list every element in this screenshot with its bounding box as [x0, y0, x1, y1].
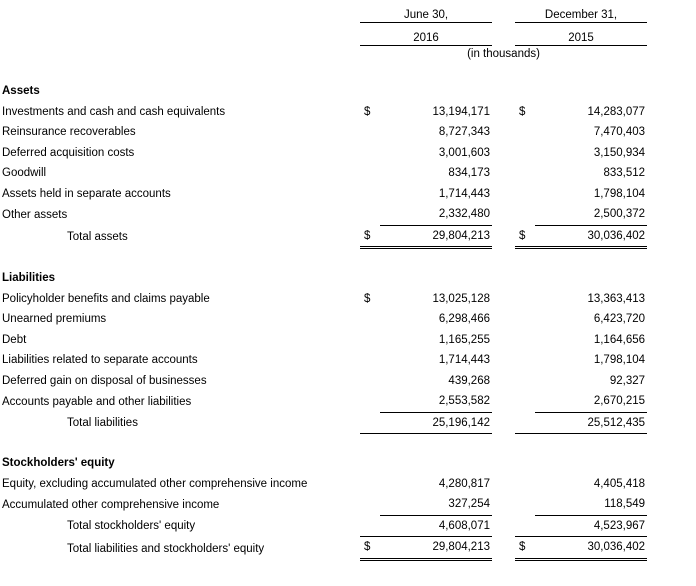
row-label: Policyholder benefits and claims payable: [2, 292, 210, 305]
total-value-col2: 4,523,967: [535, 515, 647, 537]
row-label: Goodwill: [2, 167, 47, 179]
grand-total-currency-col2: $: [515, 537, 535, 560]
header-gap-2: [492, 23, 515, 46]
row-value-col1: 2,332,480: [380, 204, 492, 225]
row-currency-col1: [360, 474, 380, 495]
table-row: [0, 309, 696, 330]
row-label: Other assets: [2, 208, 68, 221]
units-note: (in thousands): [467, 48, 540, 60]
row-value-col2: 1,798,104: [593, 187, 646, 200]
total-row-liabilities: [0, 412, 696, 434]
row-value-col2: 14,283,077: [587, 105, 646, 118]
row-value-col2: 118,549: [535, 494, 647, 515]
total-label: Total liabilities: [67, 417, 138, 429]
header-blank-label: [0, 0, 360, 23]
header-col2-date-line2: 2015: [515, 23, 647, 46]
row-label: Investments and cash and cash equivalents: [2, 105, 226, 118]
row-value-col2: 2,670,215: [535, 391, 647, 412]
row-currency-col2: [515, 371, 535, 392]
row-value-col2: 2,500,372: [535, 204, 647, 225]
header-blank-label-3: [0, 46, 360, 63]
row-currency-col2: [515, 494, 535, 515]
row-value-col1: 13,194,171: [432, 105, 490, 118]
row-currency-col2: [515, 289, 535, 310]
table-row: [0, 494, 696, 515]
header-tail-1: [647, 0, 696, 23]
row-value-col2: 13,363,413: [587, 292, 646, 305]
row-currency-col1: [360, 163, 380, 184]
row-currency-col2: $: [519, 105, 526, 118]
header-col1-date-line1: June 30,: [360, 0, 492, 23]
row-label: Deferred acquisition costs: [2, 146, 135, 159]
row-value-col2: 92,327: [609, 374, 646, 387]
section-heading-row-assets: [0, 81, 696, 102]
total-value-col1: 25,196,142: [380, 412, 492, 434]
row-currency-col1: [360, 350, 380, 371]
row-value-col2: 1,164,656: [593, 333, 646, 346]
table-row: [0, 350, 696, 371]
row-currency-col2: [515, 163, 535, 184]
header-tail-3: [647, 46, 696, 63]
table-row: [0, 163, 696, 184]
row-currency-col1: [360, 371, 380, 392]
row-value-col1: 834,173: [448, 167, 490, 179]
total-value-col1: 4,608,071: [380, 515, 492, 537]
row-value-col2: 7,470,403: [593, 126, 646, 138]
row-value-col2: 4,405,418: [593, 477, 646, 490]
grand-total-row: [0, 537, 696, 560]
row-value-col2: 1,798,104: [593, 354, 646, 366]
row-currency-col2: [515, 391, 535, 412]
row-value-col2: 6,423,720: [593, 313, 646, 325]
row-value-col1: 439,268: [448, 374, 490, 387]
row-label: Liabilities related to separate accounts: [2, 354, 198, 366]
row-value-col1: 6,298,466: [438, 313, 490, 325]
total-currency-col2: [515, 515, 535, 537]
row-currency-col1: [360, 330, 380, 351]
row-label: Equity, excluding accumulated other comprehensive income: [2, 477, 308, 490]
row-currency-col2: [515, 204, 535, 225]
header-tail-2: [647, 23, 696, 46]
total-currency-col1: [360, 412, 380, 434]
row-value-col1: 4,280,817: [438, 477, 490, 490]
row-value-col1: 8,727,343: [438, 126, 490, 138]
table-row: [0, 122, 696, 143]
total-value-col2: 25,512,435: [535, 412, 647, 434]
total-currency-col1: $: [360, 225, 380, 248]
row-currency-col2: [515, 143, 535, 164]
total-label: Total assets: [67, 231, 128, 243]
header-date-line1-row: [0, 0, 696, 23]
header-col1-date-line2: 2016: [360, 23, 492, 46]
section-heading-assets: Assets: [2, 85, 40, 97]
row-label: Accounts payable and other liabilities: [2, 395, 192, 408]
row-currency-col1: [360, 204, 380, 225]
section-heading-row-equity: [0, 453, 696, 474]
table-row: [0, 143, 696, 164]
row-currency-col1: [360, 309, 380, 330]
spacer-after-liabilities: [0, 434, 696, 454]
header-units-row: [0, 46, 696, 63]
row-currency-col1: [360, 143, 380, 164]
spacer-after-assets: [0, 248, 696, 269]
row-currency-col1: [360, 184, 380, 205]
table-row: [0, 102, 696, 123]
total-currency-col2: $: [515, 225, 535, 248]
row-currency-col2: [515, 350, 535, 371]
row-label: Debt: [2, 333, 27, 346]
table-row: [0, 371, 696, 392]
table-row: [0, 289, 696, 310]
total-row-equity: [0, 515, 696, 537]
table-row: [0, 474, 696, 495]
header-blank-label-2: [0, 23, 360, 46]
total-value-col2: 30,036,402: [535, 225, 647, 248]
table-row: [0, 204, 696, 225]
row-value-col1: 1,714,443: [438, 187, 490, 200]
row-currency-col1: [360, 391, 380, 412]
row-label: Accumulated other comprehensive income: [2, 498, 220, 511]
row-currency-col2: [515, 122, 535, 143]
grand-total-value-col1: 29,804,213: [380, 537, 492, 560]
row-currency-col1: [360, 494, 380, 515]
row-currency-col1: $: [364, 292, 371, 305]
section-heading-liabilities: Liabilities: [2, 272, 56, 284]
header-date-line2-row: [0, 23, 696, 46]
table-row: [0, 184, 696, 205]
row-value-col1: 3,001,603: [438, 146, 490, 159]
row-value-col1: 1,714,443: [438, 354, 490, 366]
row-label: Reinsurance recoverables: [2, 126, 136, 138]
row-currency-col2: [515, 184, 535, 205]
row-currency-col1: [360, 122, 380, 143]
total-row-assets: [0, 225, 696, 248]
header-gap-1: [492, 0, 515, 23]
row-label: Assets held in separate accounts: [2, 187, 171, 200]
row-currency-col2: [515, 474, 535, 495]
row-currency-col2: [515, 309, 535, 330]
table-row: [0, 330, 696, 351]
row-value-col2: 3,150,934: [593, 146, 646, 159]
grand-total-label: Total liabilities and stockholders' equity: [67, 542, 265, 555]
row-value-col2: 833,512: [603, 167, 646, 179]
row-value-col1: 1,165,255: [438, 333, 490, 346]
total-currency-col1: [360, 515, 380, 537]
row-value-col1: 327,254: [380, 494, 492, 515]
total-value-col1: 29,804,213: [380, 225, 492, 248]
row-value-col1: 13,025,128: [432, 292, 490, 305]
total-currency-col2: [515, 412, 535, 434]
section-heading-row-liabilities: [0, 268, 696, 289]
row-currency-col2: [515, 330, 535, 351]
total-label: Total stockholders' equity: [67, 520, 196, 532]
row-label: Deferred gain on disposal of businesses: [2, 374, 207, 387]
row-value-col1: 2,553,582: [380, 391, 492, 412]
header-col2-date-line1: December 31,: [515, 0, 647, 23]
row-label: Unearned premiums: [2, 313, 107, 325]
section-heading-equity: Stockholders' equity: [2, 457, 115, 469]
grand-total-value-col2: 30,036,402: [535, 537, 647, 560]
spacer-after-header: [0, 62, 696, 81]
grand-total-currency-col1: $: [360, 537, 380, 560]
table-row: [0, 391, 696, 412]
row-currency-col1: $: [364, 105, 371, 118]
